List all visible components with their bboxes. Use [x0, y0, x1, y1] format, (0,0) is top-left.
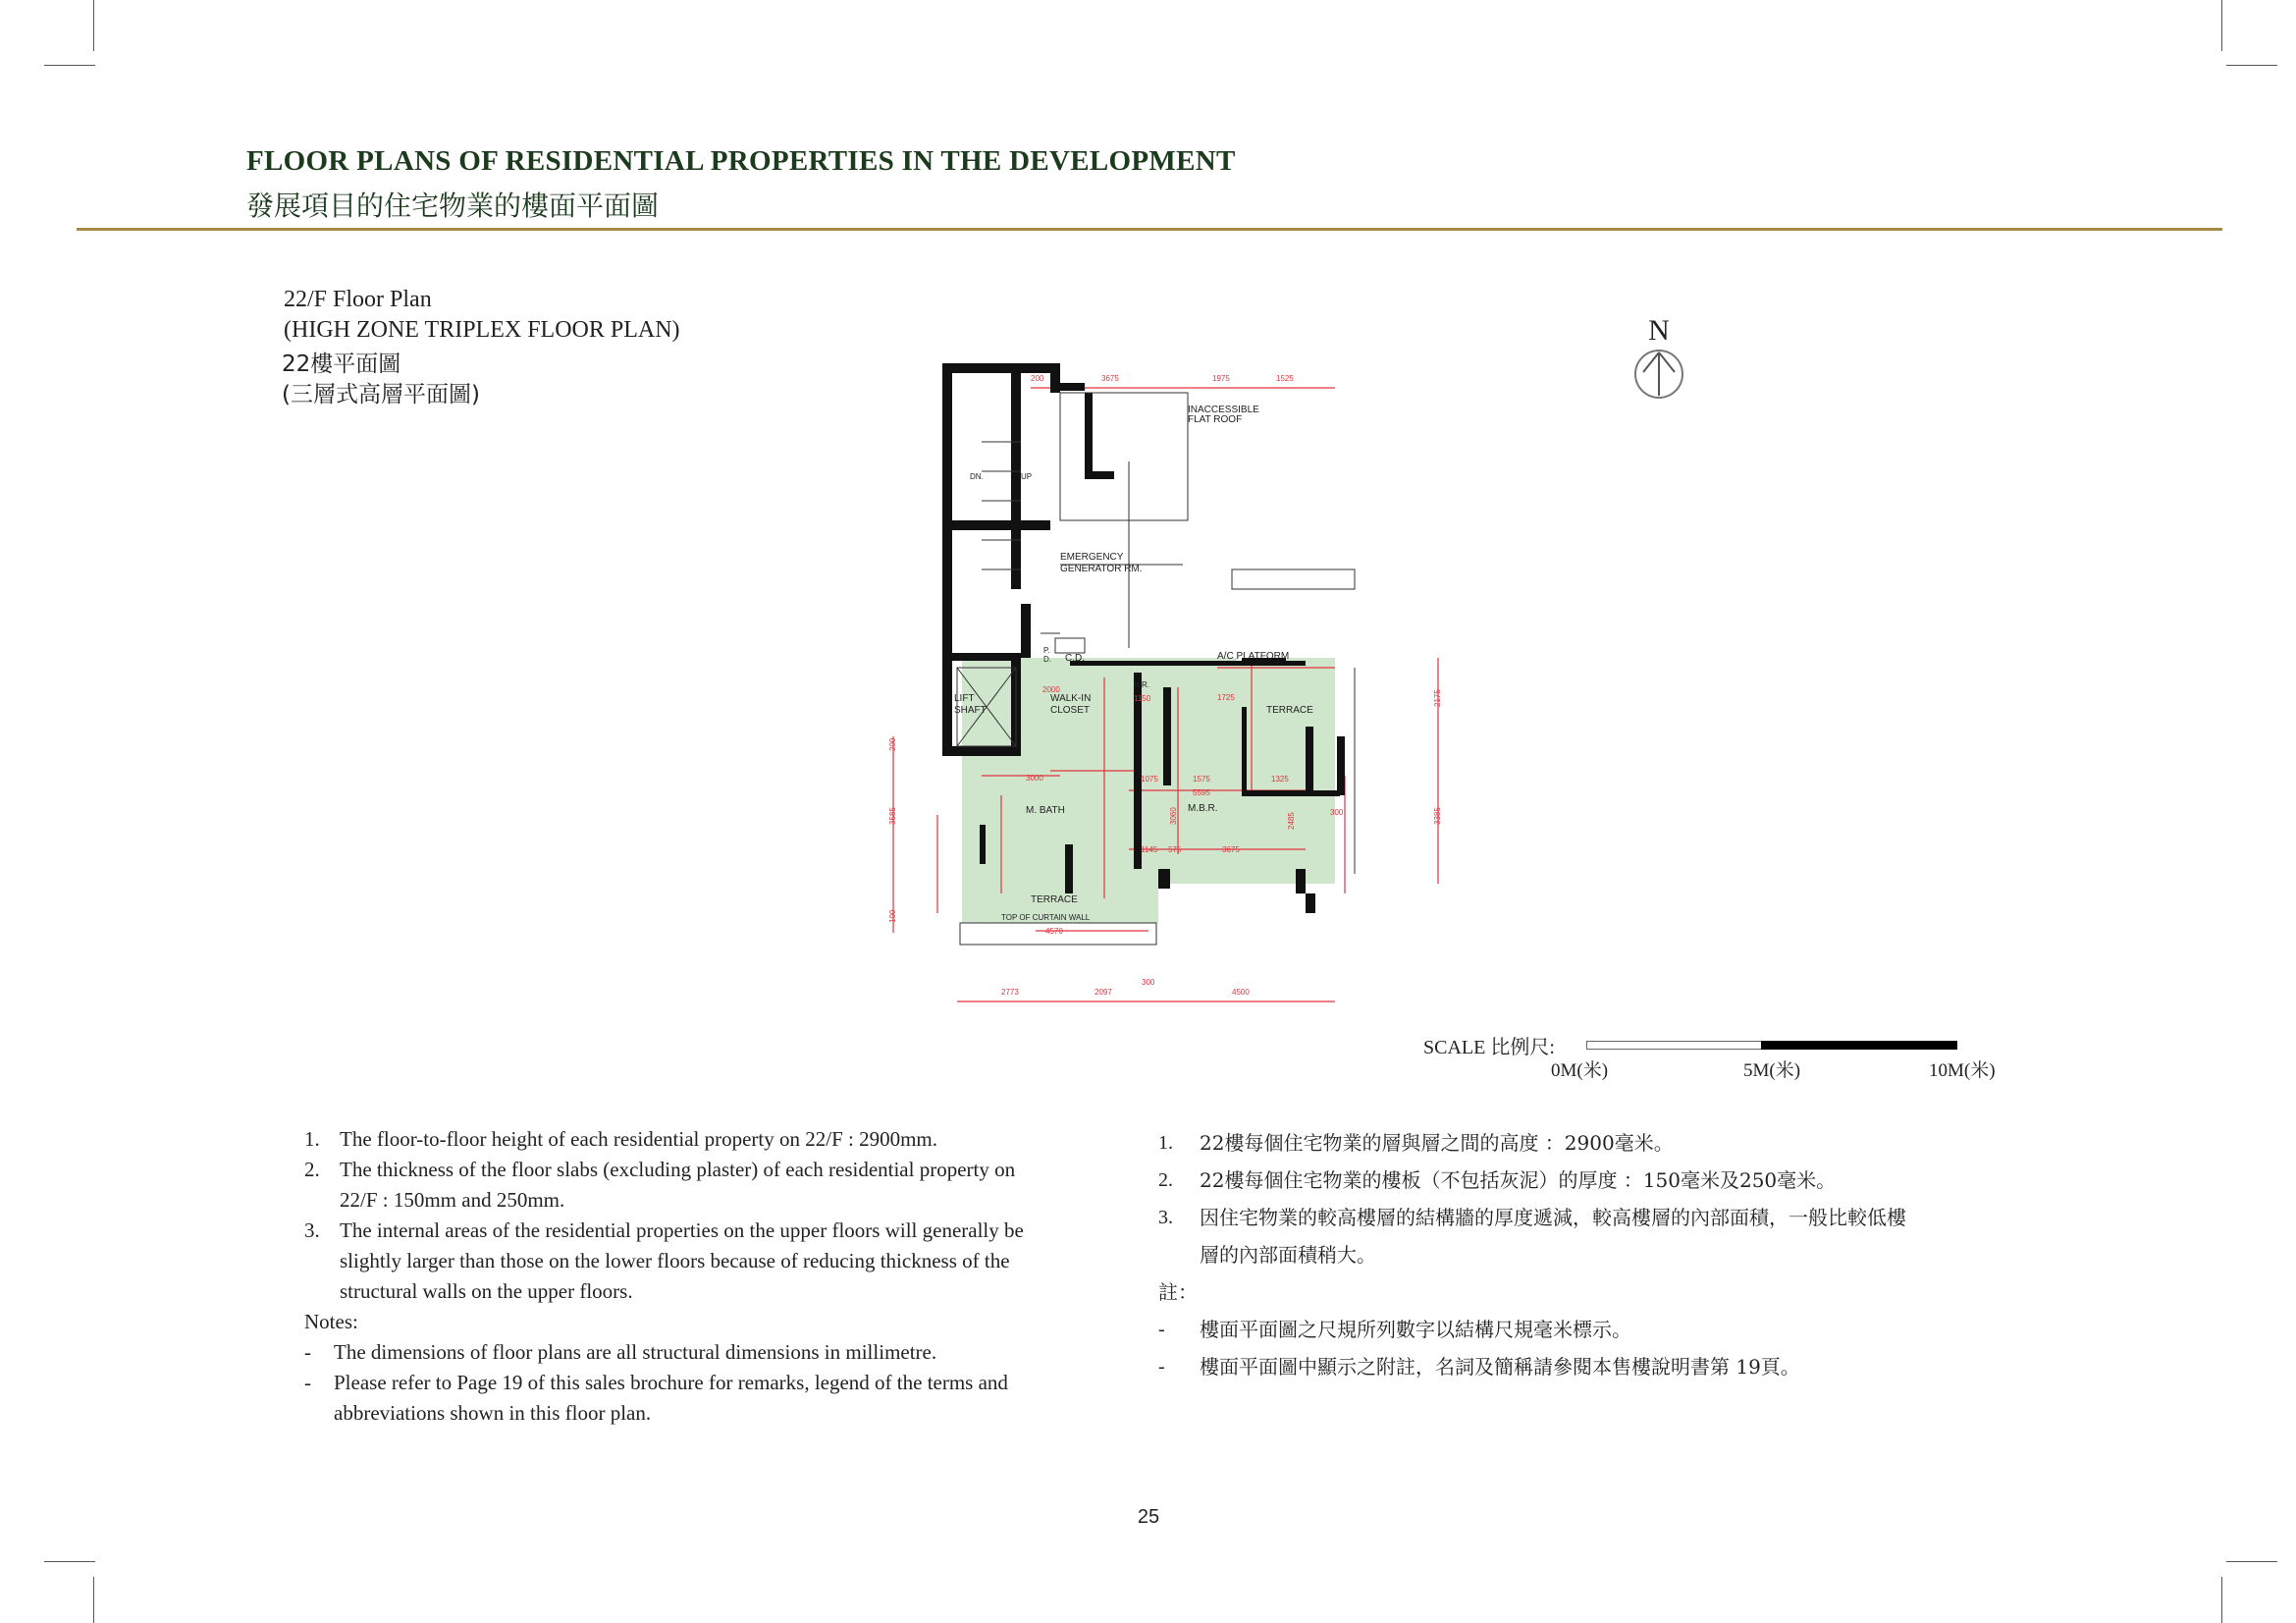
- crop-mark-top-right-v: [2221, 0, 2222, 51]
- dim-misc-4: 1075: [1141, 775, 1158, 784]
- note-3-text-cont-2: structural walls on the upper floors.: [340, 1279, 633, 1303]
- crop-mark-top-right-h: [2226, 65, 2277, 66]
- bullet-2-text: Please refer to Page 19 of this sales brochure for remarks, legend of the terms and: [334, 1371, 1008, 1394]
- page-title-en: FLOOR PLANS OF RESIDENTIAL PROPERTIES IN THE DEVELOPMENT: [246, 145, 1236, 177]
- plan-title-line2: (HIGH ZONE TRIPLEX FLOOR PLAN): [284, 317, 680, 343]
- dim-top-1: 3675: [1101, 374, 1119, 383]
- bullet-zh-2-dash: -: [1158, 1356, 1165, 1378]
- dim-top-2: 1975: [1212, 374, 1230, 383]
- notes-label-en: Notes:: [304, 1310, 358, 1333]
- north-arrow: [1631, 315, 1686, 406]
- label-mbath: M. BATH: [1026, 805, 1065, 816]
- dim-misc-8: 2000: [1042, 685, 1060, 694]
- label-terrace-bottom: TERRACE: [1031, 894, 1078, 905]
- scale-bar-black-segment: [1761, 1041, 1957, 1050]
- dim-misc-9: 1150: [1134, 694, 1151, 703]
- note-2-number: 2.: [304, 1158, 320, 1181]
- bullet-zh-1-dash: -: [1158, 1319, 1165, 1340]
- dim-misc-5: 1575: [1193, 775, 1210, 784]
- dim-top-3: 1525: [1276, 374, 1294, 383]
- bullet-zh-1: [1158, 1311, 2022, 1348]
- note-zh-3-number: 3.: [1158, 1207, 1173, 1228]
- plan-title-line4: (三層式高層平面圖): [282, 382, 480, 407]
- label-walkin-2: CLOSET: [1050, 705, 1091, 716]
- floor-plan-drawing: [883, 363, 1492, 1021]
- note-3-number: 3.: [304, 1218, 320, 1242]
- note-1-number: 1.: [304, 1127, 320, 1151]
- scale-bar: [1423, 1031, 2012, 1080]
- north-label: N: [1648, 314, 1670, 347]
- label-pd-1: P.: [1043, 646, 1050, 655]
- note-2: [304, 1155, 1109, 1185]
- scale-bar-white-segment: [1586, 1041, 1763, 1050]
- scale-label: SCALE 比例尺:: [1423, 1037, 1555, 1058]
- bullet-2-dash: -: [304, 1371, 311, 1394]
- note-zh-1: [1158, 1124, 2022, 1162]
- label-curtain-wall: TOP OF CURTAIN WALL: [1001, 913, 1091, 922]
- scale-tick-10: 10M(米): [1929, 1060, 1996, 1081]
- note-zh-2-number: 2.: [1158, 1169, 1173, 1191]
- label-cd: C.D.: [1065, 653, 1085, 664]
- bullet-1-text: The dimensions of floor plans are all structural dimensions in millimetre.: [334, 1340, 937, 1364]
- dim-misc-12: 3385: [1433, 807, 1442, 825]
- dim-misc-16: 2485: [1287, 812, 1296, 830]
- floor-plan: [883, 363, 1492, 1026]
- dim-misc-7: 575: [1168, 845, 1182, 854]
- note-zh-3: [1158, 1199, 2022, 1236]
- dim-misc-3: 3675: [1222, 845, 1240, 854]
- label-pd-2: D.: [1043, 655, 1051, 664]
- crop-mark-bottom-right-v: [2221, 1577, 2222, 1623]
- label-generator-2: GENERATOR RM.: [1060, 564, 1143, 574]
- dim-misc-0: 4570: [1045, 927, 1063, 936]
- note-zh-2-text: 22樓每個住宅物業的樓板（不包括灰泥）的厚度 ：150毫米及250毫米。: [1200, 1168, 1837, 1192]
- bullet-2-text-cont: abbreviations shown in this floor plan.: [334, 1401, 652, 1425]
- page-title-zh: 發展項目的住宅物業的樓面平面圖: [246, 189, 660, 222]
- north-arrow-icon: [1631, 347, 1686, 402]
- bullet-1-dash: -: [304, 1340, 311, 1364]
- dim-bottom-3: 4500: [1232, 988, 1250, 997]
- crop-mark-top-left-h: [44, 65, 95, 66]
- note-zh-3-text: 因住宅物業的較高樓層的結構牆的厚度遞減，較高樓層的內部面積，一般比較低樓: [1200, 1206, 1906, 1229]
- scale-tick-0: 0M(米): [1551, 1060, 1609, 1081]
- note-3-text-cont-1: slightly larger than those on the lower floors because of reducing thickness of the: [340, 1249, 1010, 1272]
- label-dn: DN.: [970, 472, 984, 481]
- dim-top-0: 200: [1031, 374, 1044, 383]
- bullet-zh-1-text: 樓面平面圖之尺規所列數字以結構尺規毫米標示。: [1200, 1318, 1631, 1341]
- crop-mark-bottom-left-h: [44, 1561, 95, 1562]
- dim-misc-17: 3060: [1169, 807, 1178, 825]
- bullet-2: [304, 1368, 1109, 1398]
- note-1-text: The floor-to-floor height of each residential property on 22/F : 2900mm.: [340, 1127, 938, 1151]
- label-lift-1: LIFT: [954, 693, 975, 704]
- label-ac-platform: A/C PLATFORM: [1217, 651, 1290, 662]
- note-zh-1-text: 22樓每個住宅物業的層與層之間的高度 ：2900毫米。: [1200, 1131, 1674, 1155]
- crop-mark-bottom-left-v: [93, 1577, 94, 1623]
- dim-misc-15: 100: [888, 909, 897, 923]
- label-walkin-1: WALK-IN: [1050, 693, 1092, 704]
- dim-misc-19: 1725: [1217, 693, 1235, 702]
- label-inaccessible-1: INACCESSIBLE: [1188, 405, 1259, 415]
- page-number: 25: [1137, 1506, 1160, 1528]
- dim-misc-2: 5595: [1193, 788, 1210, 797]
- dim-misc-11: 2175: [1433, 689, 1442, 707]
- dim-misc-10: 3585: [888, 807, 897, 825]
- notes-label-zh: 註：: [1158, 1280, 1198, 1304]
- header-divider: [77, 228, 2222, 231]
- note-zh-1-number: 1.: [1158, 1132, 1173, 1154]
- dim-bottom-2: 300: [1142, 978, 1155, 987]
- label-up: UP: [1021, 472, 1033, 481]
- plan-title-en: [284, 285, 680, 346]
- crop-mark-bottom-right-h: [2226, 1561, 2277, 1562]
- dim-misc-18: 1325: [1271, 775, 1289, 784]
- plan-title-zh: [282, 350, 480, 410]
- plan-title-line3: 22樓平面圖: [282, 352, 401, 377]
- label-mbr: M.B.R.: [1188, 803, 1218, 814]
- note-1: [304, 1124, 1109, 1155]
- dim-misc-1: 3000: [1026, 774, 1043, 783]
- note-2-text-cont: 22/F : 150mm and 250mm.: [340, 1188, 565, 1212]
- dim-bottom-0: 2773: [1001, 988, 1019, 997]
- label-lift-2: SHAFT: [954, 705, 987, 716]
- plan-title-line1: 22/F Floor Plan: [284, 287, 432, 312]
- bullet-1: [304, 1337, 1109, 1368]
- label-inaccessible-2: FLAT ROOF: [1188, 414, 1243, 425]
- note-3: [304, 1216, 1109, 1246]
- crop-mark-top-left-v: [93, 0, 94, 51]
- note-2-text: The thickness of the floor slabs (excluding plaster) of each residential property on: [340, 1158, 1016, 1181]
- notes-chinese: [1158, 1124, 2022, 1385]
- dim-misc-13: 200: [888, 737, 897, 751]
- label-hr: H.R.: [1134, 680, 1149, 689]
- label-generator-1: EMERGENCY: [1060, 552, 1124, 563]
- note-zh-3-text-cont: 層的內部面積稍大。: [1200, 1243, 1376, 1267]
- dim-misc-14: 300: [1330, 808, 1344, 817]
- dim-bottom-1: 2097: [1095, 988, 1112, 997]
- bullet-zh-2-text: 樓面平面圖中顯示之附註，名詞及簡稱請參閱本售樓說明書第 19頁。: [1200, 1355, 1800, 1379]
- scale-tick-5: 5M(米): [1743, 1060, 1801, 1081]
- note-3-text: The internal areas of the residential properties on the upper floors will generally be: [340, 1218, 1024, 1242]
- label-terrace-right: TERRACE: [1266, 705, 1313, 716]
- notes-english: [304, 1124, 1109, 1429]
- bullet-zh-2: [1158, 1348, 2022, 1385]
- dim-misc-6: 1145: [1141, 845, 1158, 854]
- note-zh-2: [1158, 1162, 2022, 1199]
